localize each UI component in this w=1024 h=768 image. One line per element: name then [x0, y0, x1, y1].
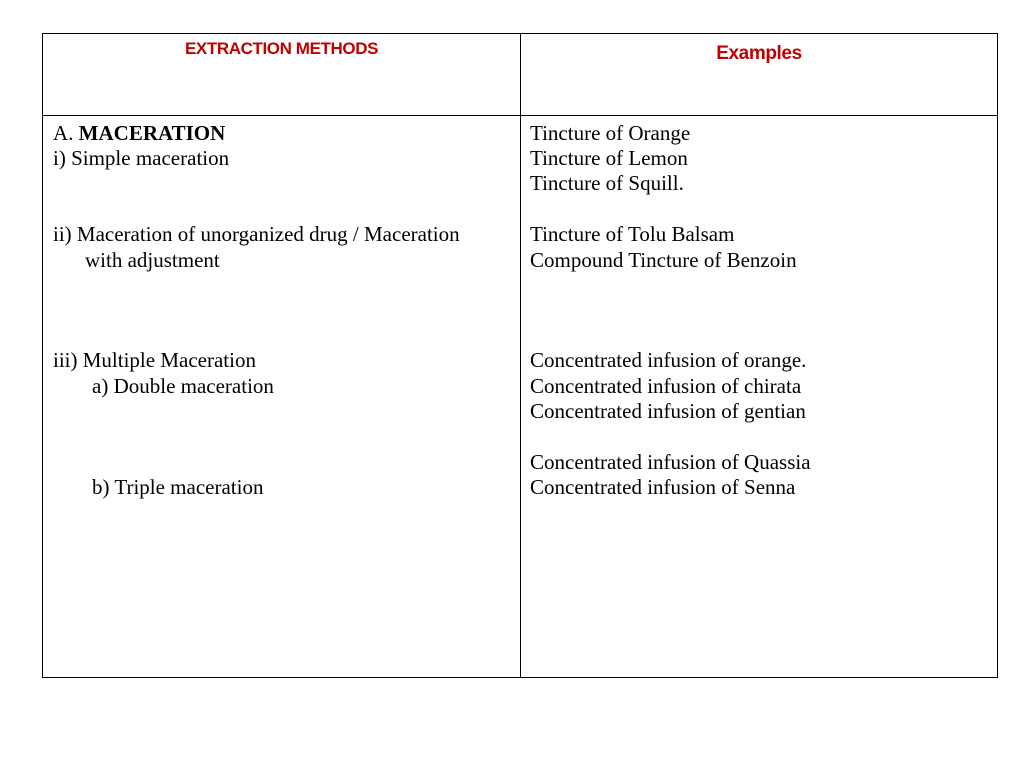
column-divider: [520, 34, 521, 677]
method-triple-maceration: b) Triple maceration: [92, 475, 264, 499]
method-unorganized-drug: ii) Maceration of unorganized drug / Maceration: [53, 222, 460, 246]
section-title: MACERATION: [78, 121, 226, 145]
example-item: Concentrated infusion of gentian: [530, 399, 806, 423]
example-item: Concentrated infusion of chirata: [530, 374, 802, 398]
example-item: Tincture of Lemon: [530, 146, 688, 170]
example-item: Concentrated infusion of Senna: [530, 475, 796, 499]
example-item: Concentrated infusion of Quassia: [530, 450, 811, 474]
example-item: Tincture of Orange: [530, 121, 691, 145]
example-item: Tincture of Tolu Balsam: [530, 222, 735, 246]
example-item: Concentrated infusion of orange.: [530, 348, 807, 372]
method-simple-maceration: i) Simple maceration: [53, 146, 230, 170]
header-divider: [43, 115, 997, 116]
method-multiple-maceration: iii) Multiple Maceration: [53, 348, 256, 372]
header-extraction-methods: EXTRACTION METHODS: [184, 39, 379, 58]
header-examples: Examples: [716, 43, 802, 64]
example-item: Tincture of Squill.: [530, 171, 684, 195]
section-prefix: A.: [53, 121, 74, 145]
extraction-table: [42, 33, 998, 678]
section-heading: [53, 121, 225, 146]
method-double-maceration: a) Double maceration: [92, 374, 274, 398]
method-unorganized-drug-cont: with adjustment: [85, 248, 220, 272]
example-item: Compound Tincture of Benzoin: [530, 248, 797, 272]
